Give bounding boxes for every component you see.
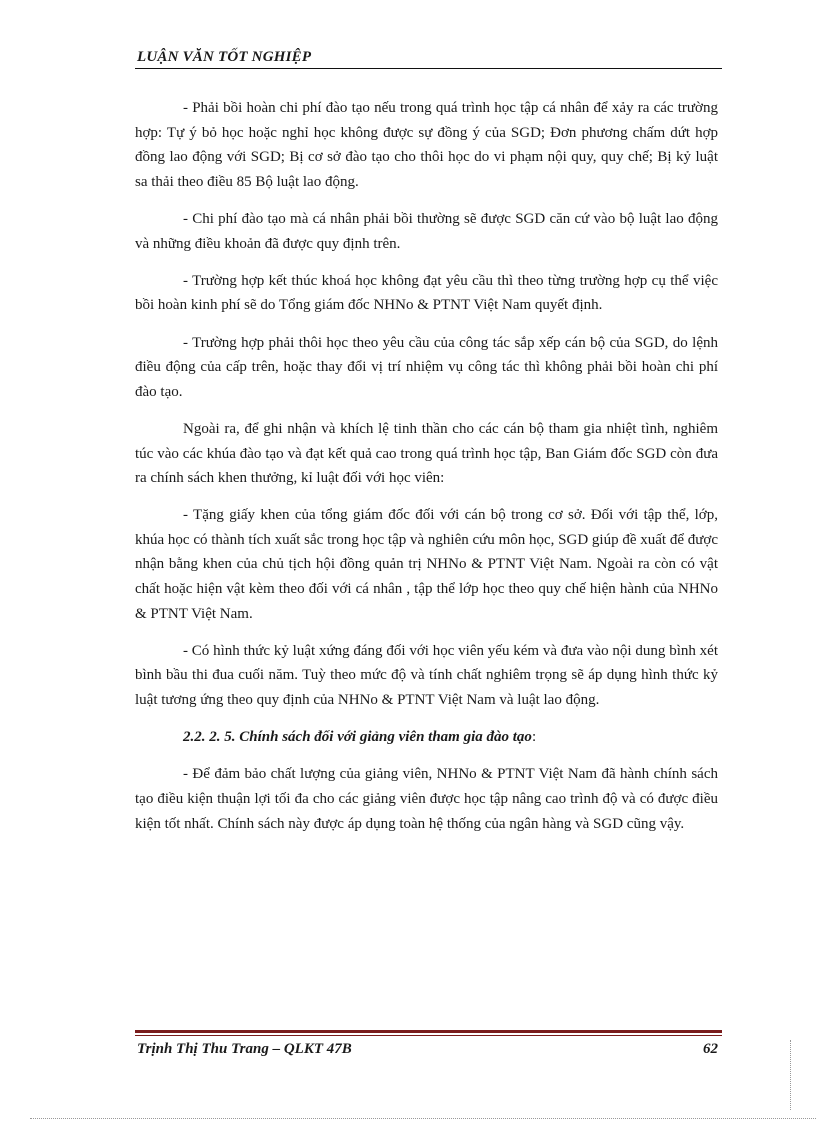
page-number: 62 (703, 1041, 718, 1057)
footer-divider-thick (135, 1030, 722, 1033)
section-heading (135, 725, 718, 750)
paragraph: - Trường hợp phải thôi học theo yêu cầu của công tác sắp xếp cán bộ của SGD, do lệnh điều động của cấp trên, hoặc thay đổi vị trí nhiệm vụ công tác thì không phải bồi hoàn chi phí đào tạo. (135, 334, 718, 400)
footer-author: Trịnh Thị Thu Trang – QLKT 47B (137, 1041, 352, 1057)
paragraph: - Có hình thức kỷ luật xứng đáng đối với học viên yếu kém và đưa vào nội dung bình xét bình bầu thi đua cuối năm. Tuỳ theo mức độ và tính chất nghiêm trọng sẽ áp dụng hình thức kỷ luật tương ứng theo quy định của NHNo & PTNT Việt Nam và luật lao động. (135, 642, 718, 709)
paragraph: - Chi phí đào tạo mà cá nhân phải bồi thường sẽ được SGD căn cứ vào bộ luật lao động và những điều khoản đã được quy định trên. (135, 210, 718, 252)
section-heading-colon: : (531, 729, 537, 746)
paragraph: - Trường hợp kết thúc khoá học không đạt yêu cầu thì theo từng trường hợp cụ thể việc bồi hoàn kinh phí sẽ do Tổng giám đốc NHNo & PTNT Việt Nam quyết định. (135, 272, 718, 314)
paragraph: - Tặng giấy khen của tổng giám đốc đối với cán bộ trong cơ sở. Đối với tập thể, lớp, khúa học có thành tích xuất sắc trong học tập và nghiên cứu môn học, SGD giúp đề xuất để được nhận bằng khen của chủ tịch hội đồng quản trị NHNo & PTNT Việt Nam. Ngoài ra còn có vật chất hoặc hiện vật kèm theo đối với cá nhân , tập thể lớp học theo quy chế hiện hành của NHNo & PTNT Việt Nam. (135, 507, 718, 622)
page-corner-mark-horizontal (30, 1118, 816, 1119)
page-body (135, 96, 718, 849)
page-corner-mark-vertical (790, 1040, 792, 1110)
running-header-title: LUẬN VĂN TỐT NGHIỆP (137, 49, 312, 65)
header-divider (135, 68, 722, 69)
paragraph: - Để đảm bảo chất lượng của giảng viên, NHNo & PTNT Việt Nam đã hành chính sách tạo điều kiện thuận lợi tối đa cho các giảng viên được học tập nâng cao trình độ và có được điều kiện tốt nhất. Chính sách này được áp dụng toàn hệ thống của ngân hàng và SGD cũng vậy. (135, 766, 718, 832)
section-heading-text: 2.2. 2. 5. Chính sách đối với giảng viên tham gia đào tạo (183, 729, 532, 746)
paragraph: - Phải bồi hoàn chi phí đào tạo nếu trong quá trình học tập cá nhân để xảy ra các trường hợp: Tự ý bỏ học hoặc nghỉ học không được sự đồng ý của SGD; Đơn phương chấm dứt hợp đồng lao động với SGD; Bị cơ sở đào tạo cho thôi học do vi phạm nội quy, quy chế; Bị kỷ luật sa thải theo điều 85 Bộ luật lao động. (135, 100, 718, 190)
footer-divider-thin (135, 1035, 722, 1036)
paragraph: Ngoài ra, để ghi nhận và khích lệ tinh thần cho các cán bộ tham gia nhiệt tình, nghiêm túc vào các khúa đào tạo và đạt kết quả cao trong quá trình học tập, Ban Giám đốc SGD còn đưa ra chính sách khen thưởng, kỉ luật đối với học viên: (135, 420, 718, 487)
